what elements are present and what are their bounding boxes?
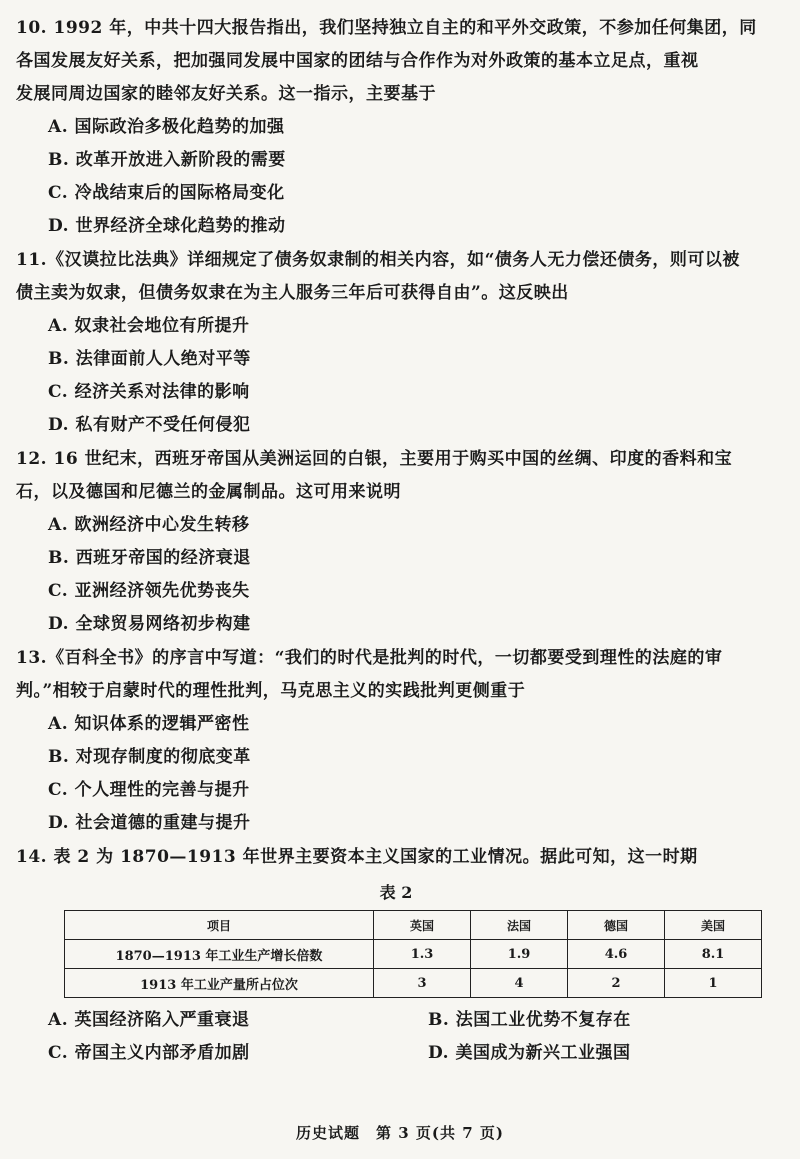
table-header-cell: 美国: [665, 911, 762, 940]
option-b[interactable]: B. 对现存制度的彻底变革: [48, 747, 251, 767]
option-d[interactable]: D. 世界经济全球化趋势的推动: [48, 216, 286, 236]
table-title: 表 2: [379, 883, 413, 902]
table-cell: 2: [568, 969, 665, 998]
table-cell: 1.9: [471, 940, 568, 969]
question-stem-line: 石，以及德国和尼德兰的金属制品。这可用来说明: [16, 482, 401, 502]
question-11: [16, 244, 776, 442]
question-stem-line: 判。”相较于启蒙时代的理性批判，马克思主义的实践批判更侧重于: [16, 681, 526, 701]
option-a[interactable]: A. 欧洲经济中心发生转移: [48, 515, 250, 535]
option-grid: [16, 1004, 776, 1070]
table-cell: 1913 年工业产量所占位次: [65, 969, 374, 998]
question-10: [16, 12, 776, 243]
question-stem-line: 发展同周边国家的睦邻友好关系。这一指示，主要基于: [16, 84, 436, 104]
question-list: [16, 12, 776, 840]
option-d[interactable]: D. 私有财产不受任何侵犯: [48, 415, 251, 435]
option-c[interactable]: C. 亚洲经济领先优势丧失: [48, 581, 250, 601]
option-c[interactable]: C. 帝国主义内部矛盾加剧: [48, 1043, 250, 1063]
option-c[interactable]: C. 冷战结束后的国际格局变化: [48, 183, 285, 203]
table-cell: 4.6: [568, 940, 665, 969]
table-cell: 1870—1913 年工业生产增长倍数: [65, 940, 374, 969]
question-stem-line: 各国发展友好关系，把加强同发展中国家的团结与合作作为对外政策的基本立足点，重视: [16, 51, 699, 71]
question-stem-line: 13.《百科全书》的序言中写道：“我们的时代是批判的时代，一切都要受到理性的法庭的审: [16, 648, 723, 668]
table-cell: 1: [665, 969, 762, 998]
question-stem-line: 12. 16 世纪末，西班牙帝国从美洲运回的白银，主要用于购买中国的丝绸、印度的香料和宝: [16, 449, 733, 469]
table-cell: 8.1: [665, 940, 762, 969]
option-c[interactable]: C. 经济关系对法律的影响: [48, 382, 250, 402]
option-b[interactable]: B. 法国工业优势不复存在: [428, 1010, 631, 1030]
table-cell: 3: [374, 969, 471, 998]
option-d[interactable]: D. 全球贸易网络初步构建: [48, 614, 251, 634]
option-d[interactable]: D. 社会道德的重建与提升: [48, 813, 251, 833]
table-cell: 4: [471, 969, 568, 998]
page-footer: 历史试题 第 3 页(共 7 页): [296, 1124, 504, 1142]
option-a[interactable]: A. 知识体系的逻辑严密性: [48, 714, 250, 734]
question-stem: 14. 表 2 为 1870—1913 年世界主要资本主义国家的工业情况。据此可知，这一时期: [16, 847, 698, 867]
table-header-cell: 法国: [471, 911, 568, 940]
option-a[interactable]: A. 国际政治多极化趋势的加强: [48, 117, 285, 137]
option-b[interactable]: B. 法律面前人人绝对平等: [48, 349, 251, 369]
option-a[interactable]: A. 英国经济陷入严重衰退: [48, 1010, 250, 1030]
question-12: [16, 443, 776, 641]
table-row: [65, 940, 762, 969]
table-header-row: [65, 911, 762, 940]
question-14: [16, 841, 776, 1070]
question-stem-line: 11.《汉谟拉比法典》详细规定了债务奴隶制的相关内容，如“债务人无力偿还债务，则可以被: [16, 250, 740, 270]
table-cell: 1.3: [374, 940, 471, 969]
option-a[interactable]: A. 奴隶社会地位有所提升: [48, 316, 250, 336]
question-stem-line: 10. 1992 年，中共十四大报告指出，我们坚持独立自主的和平外交政策，不参加任何集团，同: [16, 18, 757, 38]
option-d[interactable]: D. 美国成为新兴工业强国: [428, 1043, 631, 1063]
option-b[interactable]: B. 改革开放进入新阶段的需要: [48, 150, 286, 170]
industry-table: [64, 910, 762, 998]
question-stem-line: 债主卖为奴隶，但债务奴隶在为主人服务三年后可获得自由”。这反映出: [16, 283, 569, 303]
option-b[interactable]: B. 西班牙帝国的经济衰退: [48, 548, 251, 568]
table-header-cell: 项目: [65, 911, 374, 940]
table-header-cell: 英国: [374, 911, 471, 940]
question-13: [16, 642, 776, 840]
table-row: [65, 969, 762, 998]
table-header-cell: 德国: [568, 911, 665, 940]
option-c[interactable]: C. 个人理性的完善与提升: [48, 780, 250, 800]
